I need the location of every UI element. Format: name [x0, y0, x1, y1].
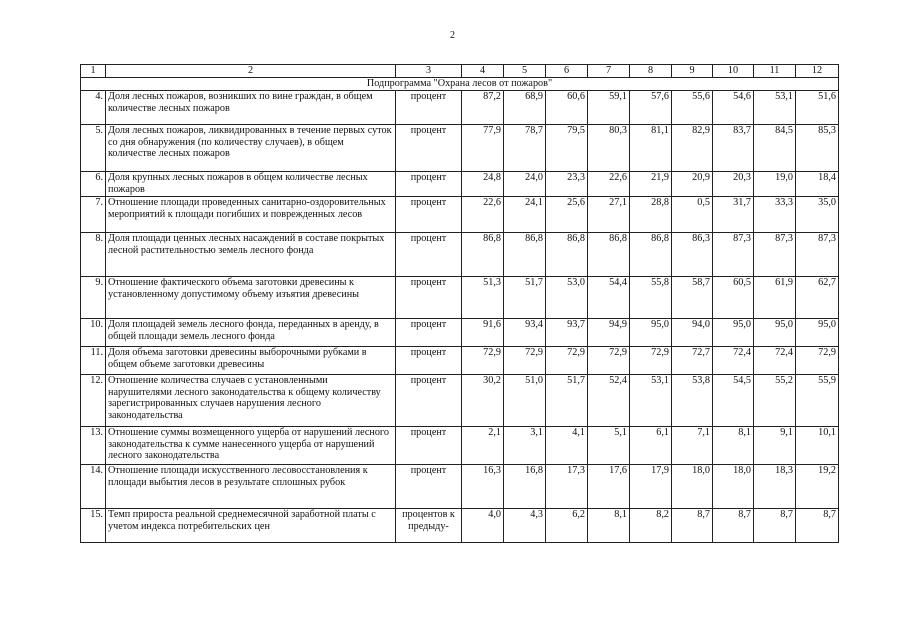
row-number: 13.	[81, 427, 106, 465]
row-number: 5.	[81, 125, 106, 172]
row-number: 7.	[81, 197, 106, 233]
row-number: 9.	[81, 277, 106, 319]
table-row	[81, 347, 839, 375]
value-cell: 78,7	[504, 125, 546, 172]
unit-cell	[396, 319, 462, 347]
unit-cell	[396, 91, 462, 125]
value-cell: 51,3	[462, 277, 504, 319]
unit-label: процент	[410, 375, 447, 386]
column-header: 11	[754, 65, 796, 78]
table-row	[81, 277, 839, 319]
indicator-name: Доля крупных лесных пожаров в общем количестве лесных пожаров	[106, 172, 396, 197]
unit-label: процент	[410, 319, 447, 330]
unit-cell	[396, 197, 462, 233]
indicator-name: Отношение площади проведенных санитарно-оздоровительных мероприятий к площади погибших и поврежденных лесов	[106, 197, 396, 233]
value-cell: 72,7	[672, 347, 713, 375]
value-cell: 27,1	[588, 197, 630, 233]
unit-cell	[396, 465, 462, 509]
value-cell: 55,9	[796, 375, 839, 427]
value-cell: 86,8	[588, 233, 630, 277]
value-cell: 72,9	[546, 347, 588, 375]
value-cell: 25,6	[546, 197, 588, 233]
unit-label: процент	[410, 233, 447, 244]
value-cell: 95,0	[754, 319, 796, 347]
value-cell: 3,1	[504, 427, 546, 465]
subprogram-row	[81, 78, 839, 91]
unit-label: процент	[410, 172, 447, 183]
value-cell: 87,3	[713, 233, 754, 277]
value-cell: 21,9	[630, 172, 672, 197]
unit-label: процент	[410, 197, 447, 208]
value-cell: 4,1	[546, 427, 588, 465]
page-number: 2	[450, 30, 455, 41]
value-cell: 93,4	[504, 319, 546, 347]
value-cell: 86,8	[546, 233, 588, 277]
indicator-name: Отношение суммы возмещенного ущерба от нарушений лесного законодательства к сумме нанесенного ущерба от нарушений лесного законодательства	[106, 427, 396, 465]
value-cell: 19,0	[754, 172, 796, 197]
unit-label: процент	[410, 277, 447, 288]
value-cell: 8,1	[588, 509, 630, 543]
value-cell: 35,0	[796, 197, 839, 233]
indicator-name: Отношение количества случаев с установленными нарушителями лесного законодательства к общему количеству зарегистрированных случаев нарушения лесного законодательства	[106, 375, 396, 427]
unit-cell	[396, 172, 462, 197]
value-cell: 86,3	[672, 233, 713, 277]
value-cell: 72,9	[504, 347, 546, 375]
value-cell: 55,2	[754, 375, 796, 427]
value-cell: 18,0	[713, 465, 754, 509]
value-cell: 86,8	[462, 233, 504, 277]
unit-label: процент	[410, 125, 447, 136]
column-header: 8	[630, 65, 672, 78]
value-cell: 8,2	[630, 509, 672, 543]
unit-label: процент	[410, 427, 447, 438]
row-number: 14.	[81, 465, 106, 509]
value-cell: 72,9	[796, 347, 839, 375]
value-cell: 8,1	[713, 427, 754, 465]
value-cell: 79,5	[546, 125, 588, 172]
indicator-name: Отношение площади искусственного лесовосстановления к площади выбытия лесов в результате сплошных рубок	[106, 465, 396, 509]
value-cell: 23,3	[546, 172, 588, 197]
value-cell: 18,4	[796, 172, 839, 197]
value-cell: 94,0	[672, 319, 713, 347]
column-header: 4	[462, 65, 504, 78]
value-cell: 8,7	[754, 509, 796, 543]
value-cell: 4,3	[504, 509, 546, 543]
value-cell: 86,8	[630, 233, 672, 277]
table-row	[81, 427, 839, 465]
column-header: 3	[396, 65, 462, 78]
indicator-name: Доля лесных пожаров, возникших по вине граждан, в общем количестве лесных пожаров	[106, 91, 396, 125]
value-cell: 30,2	[462, 375, 504, 427]
value-cell: 19,2	[796, 465, 839, 509]
value-cell: 55,6	[672, 91, 713, 125]
row-number: 11.	[81, 347, 106, 375]
unit-label: процент	[410, 465, 447, 476]
value-cell: 4,0	[462, 509, 504, 543]
value-cell: 16,8	[504, 465, 546, 509]
value-cell: 80,3	[588, 125, 630, 172]
column-header: 7	[588, 65, 630, 78]
value-cell: 77,9	[462, 125, 504, 172]
value-cell: 53,0	[546, 277, 588, 319]
value-cell: 83,7	[713, 125, 754, 172]
value-cell: 17,6	[588, 465, 630, 509]
value-cell: 33,3	[754, 197, 796, 233]
value-cell: 16,3	[462, 465, 504, 509]
column-header: 5	[504, 65, 546, 78]
unit-cell	[396, 277, 462, 319]
value-cell: 87,2	[462, 91, 504, 125]
value-cell: 87,3	[754, 233, 796, 277]
value-cell: 17,3	[546, 465, 588, 509]
value-cell: 52,4	[588, 375, 630, 427]
unit-label: процент	[410, 91, 447, 102]
row-number: 15.	[81, 509, 106, 543]
indicator-name: Доля лесных пожаров, ликвидированных в течение первых суток со дня обнаружения (по количеству случаев), в общем количестве лесных пожаров	[106, 125, 396, 172]
value-cell: 61,9	[754, 277, 796, 319]
value-cell: 6,2	[546, 509, 588, 543]
value-cell: 20,9	[672, 172, 713, 197]
value-cell: 0,5	[672, 197, 713, 233]
table-row	[81, 319, 839, 347]
value-cell: 28,8	[630, 197, 672, 233]
value-cell: 95,0	[713, 319, 754, 347]
value-cell: 72,9	[630, 347, 672, 375]
unit-cell	[396, 375, 462, 427]
header-row	[81, 65, 839, 78]
column-header: 12	[796, 65, 839, 78]
value-cell: 72,9	[588, 347, 630, 375]
value-cell: 82,9	[672, 125, 713, 172]
row-number: 10.	[81, 319, 106, 347]
value-cell: 94,9	[588, 319, 630, 347]
value-cell: 84,5	[754, 125, 796, 172]
value-cell: 53,1	[630, 375, 672, 427]
value-cell: 24,0	[504, 172, 546, 197]
value-cell: 17,9	[630, 465, 672, 509]
unit-cell	[396, 125, 462, 172]
value-cell: 95,0	[796, 319, 839, 347]
indicator-name: Доля площадей земель лесного фонда, переданных в аренду, в общей площади земель лесного фонда	[106, 319, 396, 347]
value-cell: 6,1	[630, 427, 672, 465]
row-number: 6.	[81, 172, 106, 197]
table-row	[81, 233, 839, 277]
value-cell: 60,5	[713, 277, 754, 319]
subprogram-title: Подпрограмма "Охрана лесов от пожаров"	[81, 78, 839, 91]
row-number: 4.	[81, 91, 106, 125]
table-row	[81, 509, 839, 543]
value-cell: 86,8	[504, 233, 546, 277]
value-cell: 95,0	[630, 319, 672, 347]
table-row	[81, 465, 839, 509]
row-number: 8.	[81, 233, 106, 277]
value-cell: 53,1	[754, 91, 796, 125]
indicator-name: Отношение фактического объема заготовки древесины к установленному допустимому объему изъятия древесины	[106, 277, 396, 319]
value-cell: 51,6	[796, 91, 839, 125]
unit-cell	[396, 509, 462, 543]
column-header: 10	[713, 65, 754, 78]
table-row	[81, 197, 839, 233]
unit-cell	[396, 233, 462, 277]
value-cell: 93,7	[546, 319, 588, 347]
indicator-name: Темп прироста реальной среднемесячной заработной платы с учетом индекса потребительских цен	[106, 509, 396, 543]
value-cell: 60,6	[546, 91, 588, 125]
value-cell: 8,7	[796, 509, 839, 543]
value-cell: 87,3	[796, 233, 839, 277]
value-cell: 72,4	[713, 347, 754, 375]
value-cell: 10,1	[796, 427, 839, 465]
value-cell: 31,7	[713, 197, 754, 233]
value-cell: 8,7	[713, 509, 754, 543]
value-cell: 8,7	[672, 509, 713, 543]
value-cell: 7,1	[672, 427, 713, 465]
value-cell: 58,7	[672, 277, 713, 319]
value-cell: 51,7	[546, 375, 588, 427]
value-cell: 72,9	[462, 347, 504, 375]
indicator-name: Доля площади ценных лесных насаждений в составе покрытых лесной растительностью земель лесного фонда	[106, 233, 396, 277]
value-cell: 5,1	[588, 427, 630, 465]
column-header: 9	[672, 65, 713, 78]
table-row	[81, 375, 839, 427]
value-cell: 2,1	[462, 427, 504, 465]
value-cell: 57,6	[630, 91, 672, 125]
value-cell: 81,1	[630, 125, 672, 172]
column-header: 6	[546, 65, 588, 78]
value-cell: 54,6	[713, 91, 754, 125]
indicator-table	[80, 64, 839, 543]
value-cell: 24,8	[462, 172, 504, 197]
value-cell: 54,5	[713, 375, 754, 427]
value-cell: 18,3	[754, 465, 796, 509]
unit-label: процентов к предыду-	[402, 509, 455, 532]
row-number: 12.	[81, 375, 106, 427]
column-header: 2	[106, 65, 396, 78]
table-row	[81, 172, 839, 197]
value-cell: 22,6	[462, 197, 504, 233]
value-cell: 68,9	[504, 91, 546, 125]
value-cell: 53,8	[672, 375, 713, 427]
value-cell: 72,4	[754, 347, 796, 375]
unit-label: процент	[410, 347, 447, 358]
value-cell: 51,7	[504, 277, 546, 319]
unit-cell	[396, 427, 462, 465]
value-cell: 54,4	[588, 277, 630, 319]
value-cell: 24,1	[504, 197, 546, 233]
value-cell: 85,3	[796, 125, 839, 172]
value-cell: 18,0	[672, 465, 713, 509]
value-cell: 91,6	[462, 319, 504, 347]
value-cell: 20,3	[713, 172, 754, 197]
value-cell: 51,0	[504, 375, 546, 427]
value-cell: 9,1	[754, 427, 796, 465]
indicator-name: Доля объема заготовки древесины выборочными рубками в общем объеме заготовки древесины	[106, 347, 396, 375]
value-cell: 55,8	[630, 277, 672, 319]
value-cell: 62,7	[796, 277, 839, 319]
value-cell: 22,6	[588, 172, 630, 197]
column-header: 1	[81, 65, 106, 78]
value-cell: 59,1	[588, 91, 630, 125]
unit-cell	[396, 347, 462, 375]
table-row	[81, 125, 839, 172]
table-row	[81, 91, 839, 125]
